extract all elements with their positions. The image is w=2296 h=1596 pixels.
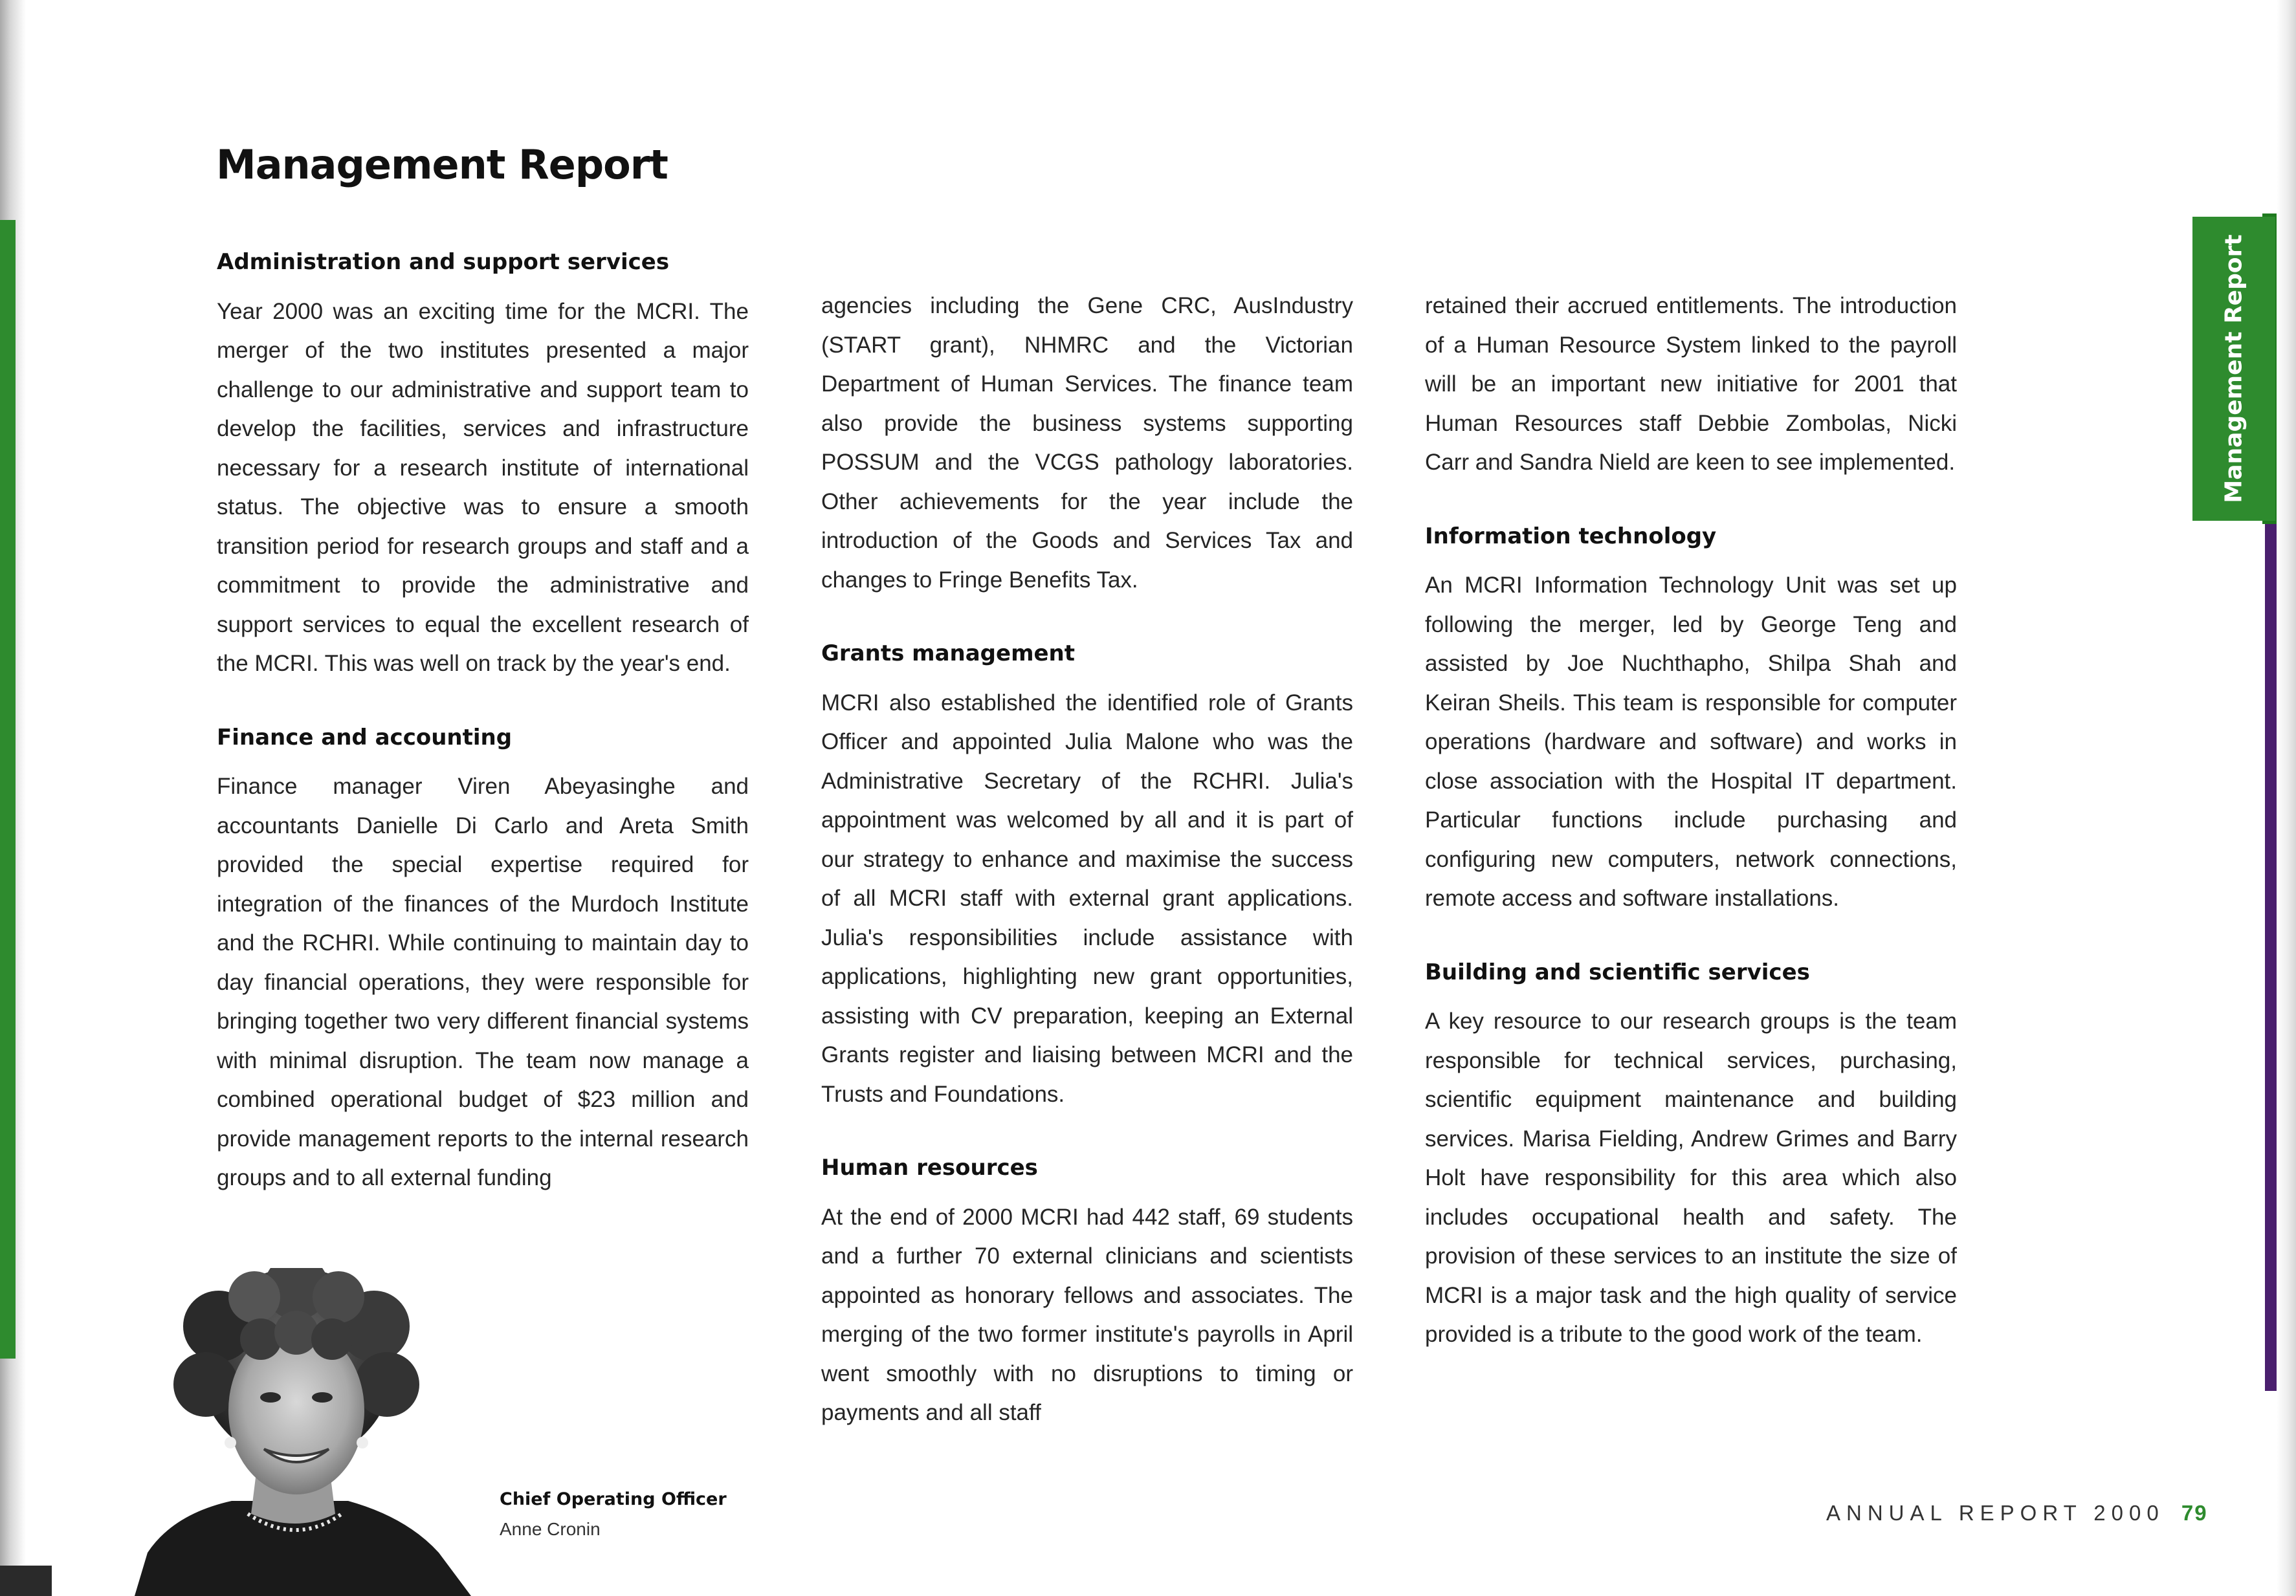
portrait-photo: [135, 1268, 471, 1596]
section-body-it: An MCRI Information Technology Unit was set up following the merger, led by George Teng and assisted by Joe Nuchthapho, Shilpa Shah and Keiran Sheils. This team is responsible for computer operations (hardware and software) and works in close association with the Hospital IT department. Particular functions include purchasing and configuring new computers, network connections, remote access and software installations.: [1425, 573, 1957, 912]
section-body-finance-continued: agencies including the Gene CRC, AusIndustry (START grant), NHMRC and the Victorian Department of Human Services. The finance team also provide the business systems supporting POSSUM and the VCGS pathology laboratories. Other achievements for the year include the introduction of the Goods and Services Tax and changes to Fringe Benefits Tax.: [821, 293, 1353, 593]
column-left: [217, 247, 749, 1198]
side-tab-label: Management Report: [2220, 234, 2247, 503]
section-body-finance: Finance manager Viren Abeyasinghe and accountants Danielle Di Carlo and Areta Smith provided the special expertise required for integration of the finances of the Murdoch Institute and the RCHRI. While continuing to maintain day to day financial operations, they were responsible for bringing together two very different financial systems with minimal disruption. The team now manage a combined operational budget of $23 million and provide management reports to the internal research groups and to all external funding: [217, 774, 749, 1191]
section-body-building: A key resource to our research groups is the team responsible for technical services, purchasing, scientific equipment maintenance and building services. Marisa Fielding, Andrew Grimes and Barry Holt have responsibility for this area which also includes occupational health and safety. The provision of these services to an institute the size of MCRI is a major task and the high quality of service provided is a tribute to the good work of the team.: [1425, 1009, 1957, 1348]
purple-edge-tab: [2265, 498, 2277, 1391]
section-body-grants: MCRI also established the identified role of Grants Officer and appointed Julia Malone who was the Administrative Secretary of the RCHRI. Julia's appointment was welcomed by all and it is part of our strategy to enhance and maximise the success of all MCRI staff with external grant applications. Julia's responsibilities include assistance with applications, highlighting new grant opportunities, assisting with CV preparation, keeping an External Grants register and liaising between MCRI and the Trusts and Foundations.: [821, 690, 1353, 1107]
page-title: Management Report: [216, 141, 668, 188]
footer-text: ANNUAL REPORT 2000: [1826, 1501, 2165, 1525]
section-body-hr: At the end of 2000 MCRI had 442 staff, 69 students and a further 70 external clinicians and scientists appointed as honorary fellows and associates. The merging of the two former institute's payrolls in April went smoothly with no disruptions to timing or payments and all staff: [821, 1204, 1353, 1426]
column-right: [1425, 287, 1957, 1355]
left-page-green-tab: [0, 220, 16, 1359]
section-heading-it: Information technology: [1425, 523, 1717, 549]
binding-corner: [0, 1566, 52, 1596]
section-heading-finance: Finance and accounting: [217, 724, 513, 750]
section-heading-building: Building and scientific services: [1425, 959, 1810, 985]
section-body-admin: Year 2000 was an exciting time for the MCRI. The merger of the two institutes presented a major challenge to our administrative and support team to develop the facilities, services and infrastructure necessary for a research institute of international status. The objective was to ensure a smooth transition period for research groups and staff and a commitment to provide the administrative and support services to equal the excellent research of the MCRI. This was well on track by the year's end.: [217, 298, 749, 677]
column-middle: [821, 287, 1353, 1433]
page-number: 79: [2181, 1501, 2208, 1525]
section-heading-grants: Grants management: [821, 640, 1076, 666]
page-footer: [1826, 1501, 2208, 1525]
section-heading-hr: Human resources: [821, 1155, 1038, 1181]
caption-name: Anne Cronin: [500, 1519, 601, 1539]
section-heading-admin: Administration and support services: [217, 249, 670, 275]
caption-role: Chief Operating Officer: [500, 1489, 727, 1509]
page-edge-shade: [2277, 0, 2296, 1596]
section-body-hr-continued: retained their accrued entitlements. The introduction of a Human Resource System linked to the payroll will be an important new initiative for 2001 that Human Resources staff Debbie Zombolas, Nicki Carr and Sandra Nield are keen to see implemented.: [1425, 293, 1957, 475]
